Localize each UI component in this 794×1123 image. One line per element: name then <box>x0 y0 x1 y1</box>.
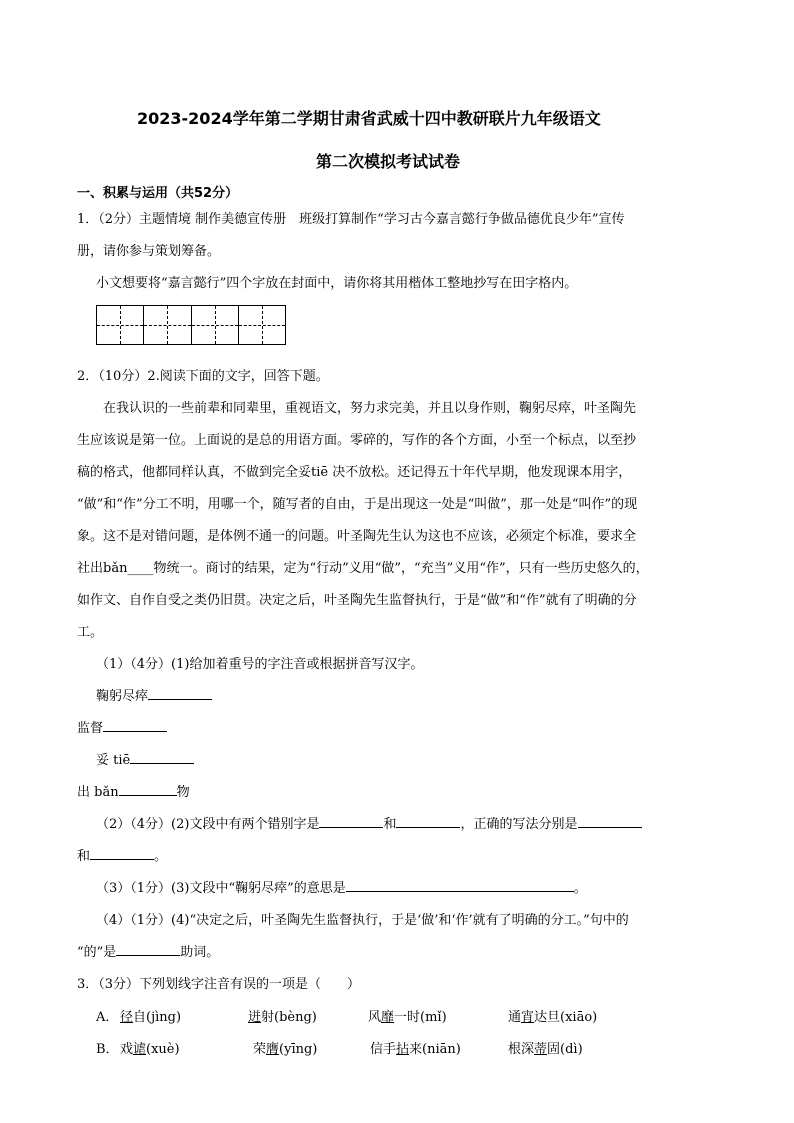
grid-cell[interactable] <box>97 306 144 344</box>
answer-blank[interactable] <box>148 687 212 700</box>
q2-para-line: 在我认识的一些前辈和同辈里，重视语文，努力求完美，并且以身作则，鞠躬尽瘁，叶圣陶先 <box>103 401 637 416</box>
q2-sub2 <box>96 813 642 832</box>
sub4-text: 助词。 <box>180 945 220 960</box>
sub4-text: “的”是 <box>77 945 117 960</box>
answer-blank[interactable] <box>578 815 642 828</box>
q2-item-2 <box>77 717 167 736</box>
q1-line-1: 1．（2分）主题情境 制作美德宣传册 班级打算制作“学习古今嘉言懿行争做品德优良少年”宣传 <box>77 212 625 227</box>
q2-para-line: 象。这不是对错问题，是体例不通一的问题。叶圣陶先生认为这也不应该，必须定个标准，要求全 <box>77 529 637 544</box>
answer-blank[interactable] <box>90 847 154 860</box>
q2-sub4-cont <box>77 941 219 960</box>
sub2-text: ，正确的写法分别是 <box>460 817 578 832</box>
q1-line-2: 册，请你参与策划筹备。 <box>77 244 221 259</box>
grid-cell[interactable] <box>239 306 285 344</box>
option-word: 迸射(bèng) <box>248 1010 317 1025</box>
q2-para-line: 如作文、自作自受之类仍旧贯。决定之后，叶圣陶先生监督执行，于是“做”和“作”就有了明确的分 <box>77 593 637 608</box>
option-word: 戏谑(xuè) <box>120 1042 180 1057</box>
sub3-text: 。 <box>573 881 587 896</box>
sub2-text: 。 <box>154 849 168 864</box>
answer-blank[interactable] <box>116 943 180 956</box>
sub3-text: （3）（1分）(3)文段中“鞠躬尽瘁”的意思是 <box>96 881 346 896</box>
item-text: 鞠躬尽瘁 <box>96 689 149 704</box>
option-label: A． <box>96 1010 119 1025</box>
q2-sub4: （4）（1分）(4)“决定之后，叶圣陶先生监督执行，于是‘做’和‘作’就有了明确的分工。”句中的 <box>96 913 629 928</box>
q2-sub3 <box>96 877 587 896</box>
option-word: 荣膺(yīng) <box>253 1042 318 1057</box>
answer-blank[interactable] <box>103 719 167 732</box>
answer-blank[interactable] <box>346 879 574 892</box>
q3-header: 3．（3分）下列划线字注音有误的一项是（ ） <box>77 977 361 992</box>
item-text: 出 bǎn <box>77 785 119 800</box>
answer-blank[interactable] <box>130 751 194 764</box>
grid-cell[interactable] <box>192 306 239 344</box>
answer-blank[interactable] <box>396 815 460 828</box>
option-word: 径自(jìng) <box>120 1010 182 1025</box>
q1-line-3: 小文想要将“嘉言懿行”四个字放在封面中，请你将其用楷体工整地抄写在田字格内。 <box>96 276 578 291</box>
sub2-text: 和 <box>383 817 397 832</box>
q2-sub2-cont <box>77 845 167 864</box>
option-label: B． <box>96 1042 119 1057</box>
sub2-text: （2）（4分）(2)文段中有两个错别字是 <box>96 817 320 832</box>
q2-para-line: “做”和“作”分工不明，用哪一个，随写者的自由，于是出现这一处是“叫做”，那一处是“叫作”的现 <box>77 497 638 512</box>
sub2-text: 和 <box>77 849 91 864</box>
q2-para-line: 生应该说是第一位。上面说的是总的用语方面。零碎的，写作的各个方面，小至一个标点，以至抄 <box>77 433 637 448</box>
section-heading: 一、积累与运用（共52分） <box>77 186 239 201</box>
q2-item-4 <box>77 781 190 800</box>
q2-para-line: 工。 <box>77 625 104 640</box>
q2-para-line: 社出bǎn____物统一。商讨的结果，定为“行动”义用“做”，“充当”义用“作”，只有一些历史悠久的， <box>77 561 649 576</box>
q2-item-3 <box>96 749 194 768</box>
grid-cell[interactable] <box>144 306 191 344</box>
q2-sub1: （1）（4分）(1)给加着重号的字注音或根据拼音写汉字。 <box>96 657 424 672</box>
option-word: 风靡一时(mǐ) <box>368 1010 447 1025</box>
q2-para-line: 稿的格式，他都同样认真，不做到完全妥tiē 决不放松。还记得五十年代早期，他发现课本用字， <box>77 465 632 480</box>
answer-blank[interactable] <box>319 815 383 828</box>
item-text: 物 <box>176 785 190 800</box>
q2-header: 2．（10分）2.阅读下面的文字，回答下题。 <box>77 369 329 384</box>
item-text: 妥 tiē <box>96 753 131 768</box>
title-line-1: 2023-2024学年第二学期甘肃省武威十四中教研联片九年级语文 <box>137 109 601 128</box>
item-text: 监督 <box>77 721 104 736</box>
title-line-2: 第二次模拟考试试卷 <box>316 152 461 171</box>
option-word: 根深蒂固(dì) <box>508 1042 583 1057</box>
q2-item-1 <box>96 685 212 704</box>
option-word: 信手拈来(niān) <box>370 1042 461 1057</box>
option-word: 通宵达旦(xiāo) <box>508 1010 598 1025</box>
tianzige-grid[interactable] <box>96 305 286 345</box>
answer-blank[interactable] <box>119 783 177 796</box>
